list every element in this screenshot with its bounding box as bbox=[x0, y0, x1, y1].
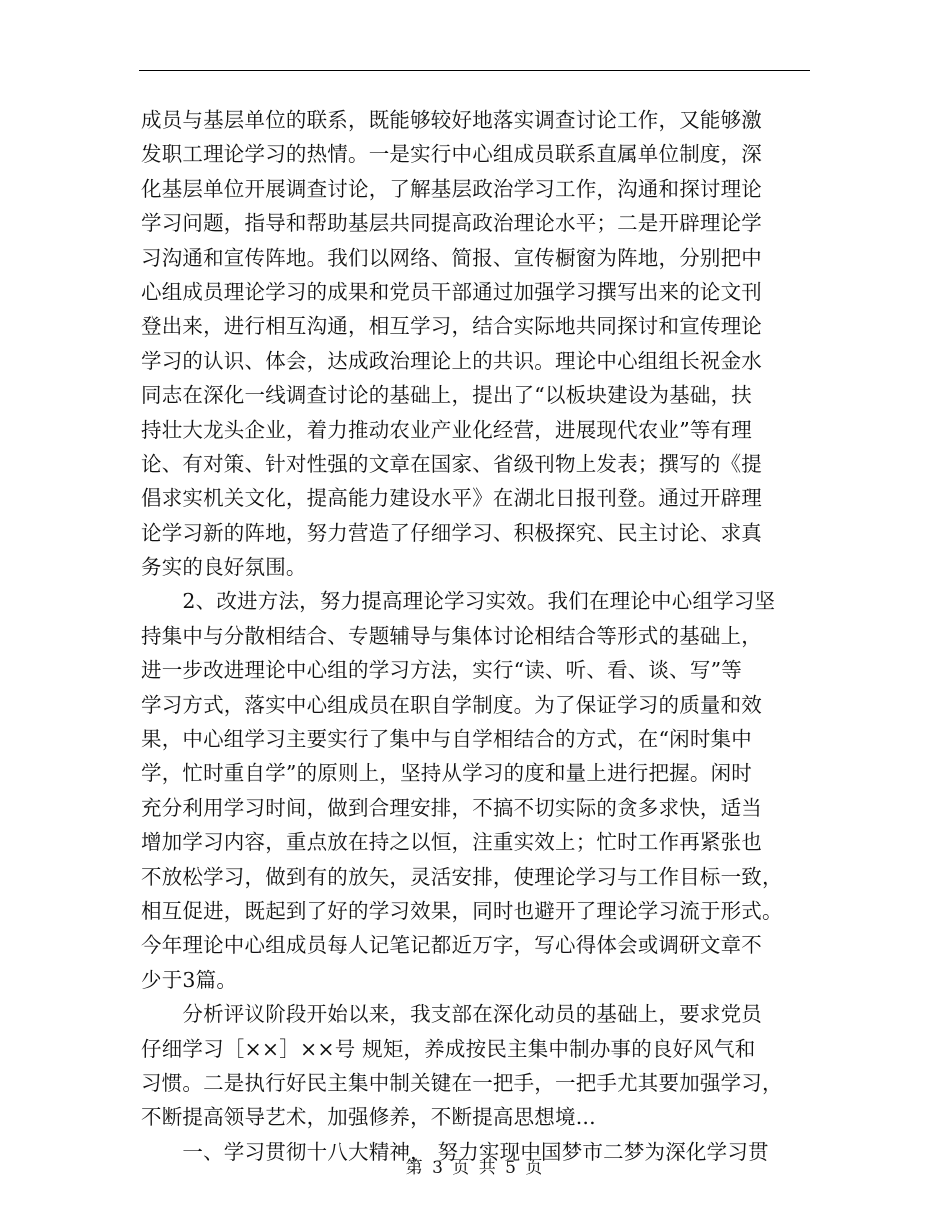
text-line: 果，中心组学习主要实行了集中与自学相结合的方式，在“闲时集中 bbox=[141, 727, 752, 752]
text-line: 不断提高领导艺术，加强修养，不断提高思想境... bbox=[141, 1105, 596, 1130]
text-line: 分析评议阶段开始以来，我支部在深化动员的基础上，要求党员 bbox=[141, 1002, 762, 1027]
text-line: 论、有对策、针对性强的文章在国家、省级刊物上发表；撰写的《提 bbox=[141, 451, 762, 476]
text-line: 学习问题，指导和帮助基层共同提高政治理论水平；二是开辟理论学 bbox=[141, 211, 762, 236]
header-rule bbox=[139, 70, 810, 71]
text-line: 相互促进，既起到了好的学习效果，同时也避开了理论学习流于形式。 bbox=[141, 898, 783, 923]
text-line: 今年理论中心组成员每人记笔记都近万字，写心得体会或调研文章不 bbox=[141, 933, 762, 958]
text-line: 习沟通和宣传阵地。我们以网络、简报、宣传橱窗为阵地，分别把中 bbox=[141, 245, 762, 270]
text-line: 化基层单位开展调查讨论，了解基层政治学习工作，沟通和探讨理论 bbox=[141, 176, 762, 201]
text-line: 发职工理论学习的热情。一是实行中心组成员联系直属单位制度，深 bbox=[141, 142, 762, 167]
text-line: 充分利用学习时间，做到合理安排，不搞不切实际的贪多求快，适当 bbox=[141, 795, 762, 820]
text-line: 学，忙时重自学”的原则上，坚持从学习的度和量上进行把握。闲时 bbox=[141, 761, 752, 786]
text-line: 同志在深化一线调查讨论的基础上，提出了“以板块建设为基础，扶 bbox=[141, 383, 752, 408]
text-line: 论学习新的阵地，努力营造了仔细学习、积极探究、民主讨论、求真 bbox=[141, 520, 762, 545]
page-number-footer: 第 3 页 共 5 页 bbox=[405, 1158, 545, 1178]
text-line: 少于3篇。 bbox=[141, 967, 238, 992]
text-line: 心组成员理论学习的成果和党员干部通过加强学习撰写出来的论文刊 bbox=[141, 279, 762, 304]
text-line: 仔细学习［××］××号 规矩，养成按民主集中制办事的良好风气和 bbox=[141, 1036, 756, 1061]
text-line: 一、学习贯彻十八大精神， 努力实现中国梦市二梦为深化学习贯 bbox=[141, 1139, 769, 1164]
text-line: 学习的认识、体会，达成政治理论上的共识。理论中心组组长祝金水 bbox=[141, 348, 762, 373]
text-line: 增加学习内容，重点放在持之以恒，注重实效上；忙时工作再紧张也 bbox=[141, 830, 762, 855]
text-line: 持集中与分散相结合、专题辅导与集体讨论相结合等形式的基础上， bbox=[141, 623, 762, 648]
document-body bbox=[141, 103, 816, 1169]
text-line: 成员与基层单位的联系，既能够较好地落实调查讨论工作，又能够激 bbox=[141, 108, 762, 132]
text-line: 务实的良好氛围。 bbox=[141, 555, 307, 580]
text-line: 进一步改进理论中心组的学习方法，实行“读、听、看、谈、写”等 bbox=[141, 658, 742, 683]
text-line: 学习方式，落实中心组成员在职自学制度。为了保证学习的质量和效 bbox=[141, 692, 762, 717]
text-line: 习惯。二是执行好民主集中制关键在一把手，一把手尤其要加强学习， bbox=[141, 1070, 783, 1095]
text-line: 登出来，进行相互沟通，相互学习，结合实际地共同探讨和宣传理论 bbox=[141, 314, 762, 339]
text-line: 倡求实机关文化，提高能力建设水平》在湖北日报刊登。通过开辟理 bbox=[141, 486, 762, 511]
text-line: 2、改进方法，努力提高理论学习实效。我们在理论中心组学习坚 bbox=[141, 589, 776, 614]
text-line: 不放松学习，做到有的放矢，灵活安排，使理论学习与工作目标一致， bbox=[141, 864, 783, 889]
text-line: 持壮大龙头企业，着力推动农业产业化经营，进展现代农业”等有理 bbox=[141, 417, 752, 442]
